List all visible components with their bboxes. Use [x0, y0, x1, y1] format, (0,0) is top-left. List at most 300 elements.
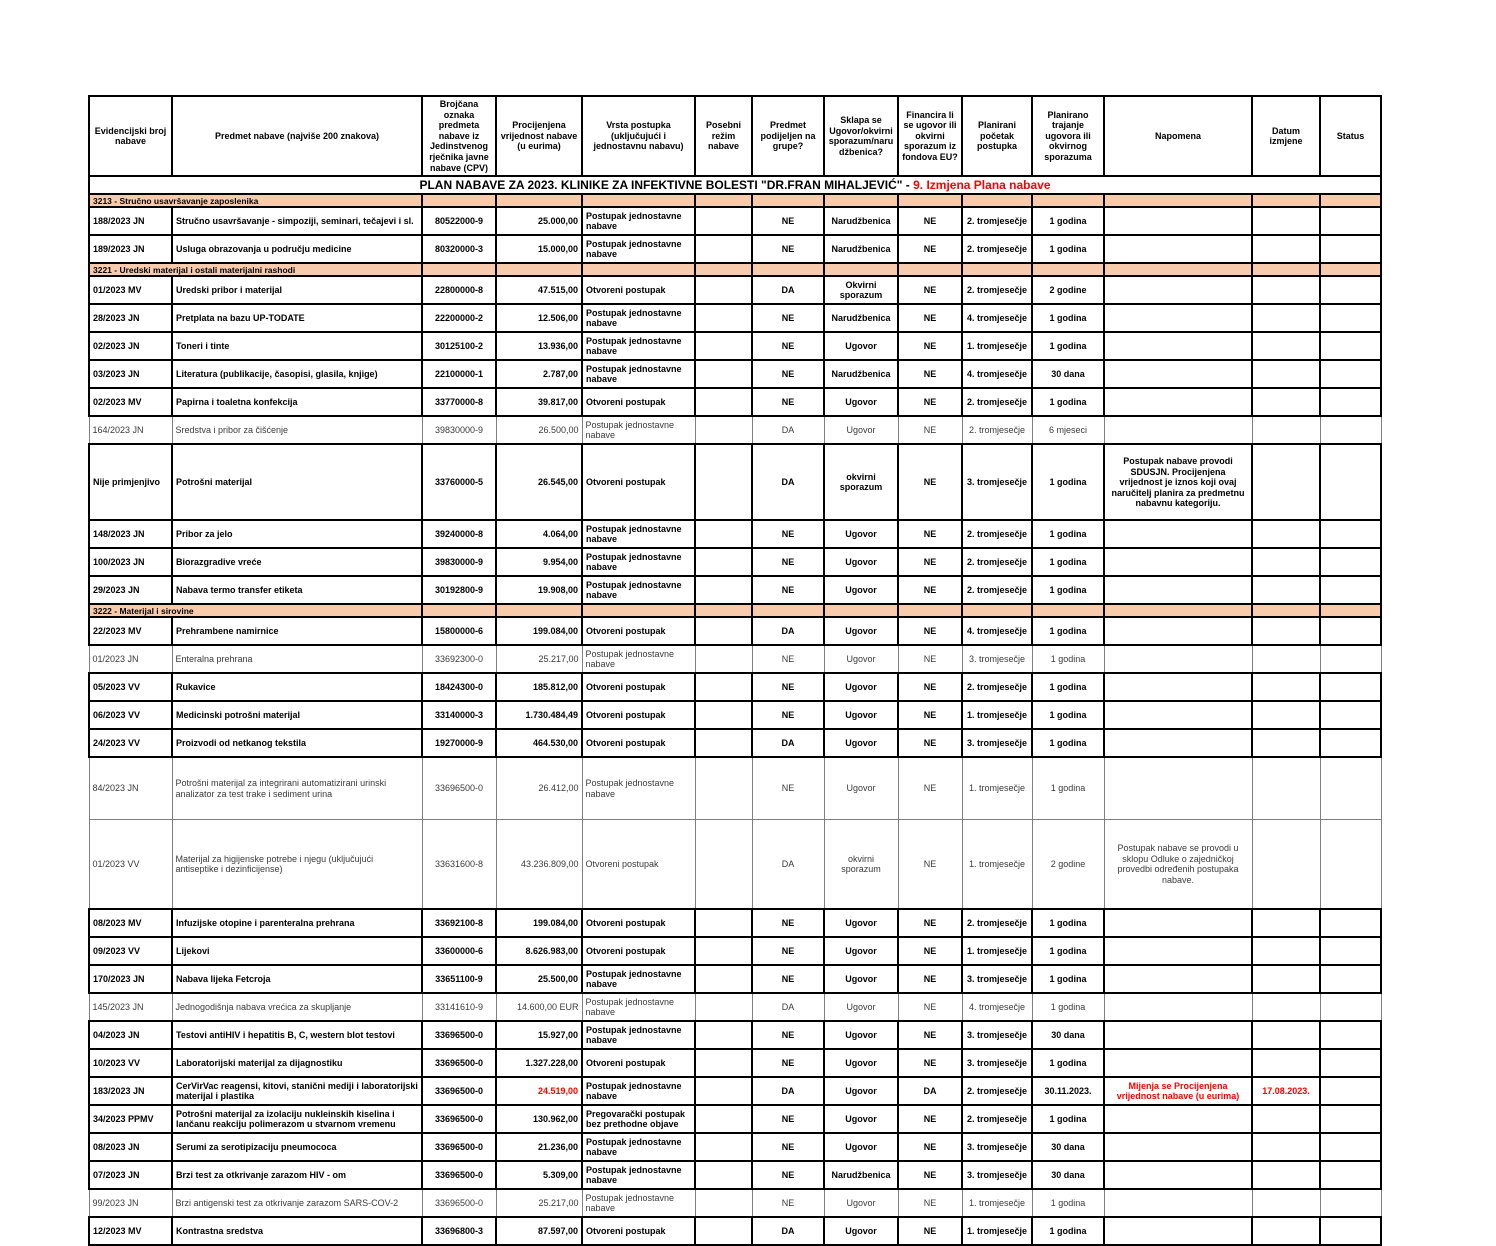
cell-id: 28/2023 JN: [89, 304, 172, 332]
cell-vrsta: Otvoreni postupak: [582, 617, 695, 645]
cell-pocetak: 2. tromjesečje: [962, 416, 1032, 444]
cell-predmet: Kontrastna sredstva: [172, 1217, 422, 1245]
cell-eu: NE: [898, 1105, 962, 1133]
cell-datum: [1252, 1105, 1320, 1133]
cell-vrijednost: 8.626.983,00: [496, 937, 582, 965]
cell-cpv: 33696500-0: [422, 757, 496, 819]
cell-datum: [1252, 909, 1320, 937]
cell-cpv: 30192800-9: [422, 576, 496, 604]
cell-vrsta: Postupak jednostavne nabave: [582, 1189, 695, 1217]
cell-trajanje: 30 dana: [1032, 1021, 1104, 1049]
cell-pocetak: 2. tromjesečje: [962, 276, 1032, 304]
cell-cpv: 19270000-9: [422, 729, 496, 757]
cell-datum: [1252, 729, 1320, 757]
cell-vrsta: Postupak jednostavne nabave: [582, 207, 695, 235]
cell-vrsta: Postupak jednostavne nabave: [582, 235, 695, 263]
cell-sklapa: okvirni sporazum: [824, 819, 898, 909]
cell-trajanje: 1 godina: [1032, 207, 1104, 235]
cell-trajanje: 1 godina: [1032, 548, 1104, 576]
cell-rezim: [695, 576, 752, 604]
cell-datum: [1252, 819, 1320, 909]
section-cell-empty: [962, 194, 1032, 207]
table-row: [89, 207, 1381, 235]
cell-predmet: Pribor za jelo: [172, 520, 422, 548]
cell-pocetak: 2. tromjesečje: [962, 909, 1032, 937]
cell-pocetak: 3. tromjesečje: [962, 645, 1032, 673]
cell-datum: [1252, 965, 1320, 993]
cell-predmet: Sredstva i pribor za čišćenje: [172, 416, 422, 444]
table-row: [89, 1161, 1381, 1189]
cell-pocetak: 2. tromjesečje: [962, 548, 1032, 576]
section-cell-empty: [898, 194, 962, 207]
cell-trajanje: 1 godina: [1032, 1189, 1104, 1217]
cell-napomena: [1104, 332, 1252, 360]
cell-rezim: [695, 520, 752, 548]
cell-predmet: Prehrambene namirnice: [172, 617, 422, 645]
cell-trajanje: 1 godina: [1032, 965, 1104, 993]
cell-sklapa: Ugovor: [824, 617, 898, 645]
cell-pocetak: 2. tromjesečje: [962, 673, 1032, 701]
cell-pocetak: 1. tromjesečje: [962, 937, 1032, 965]
cell-eu: NE: [898, 819, 962, 909]
cell-trajanje: 1 godina: [1032, 757, 1104, 819]
cell-sklapa: Ugovor: [824, 388, 898, 416]
cell-cpv: 33692300-0: [422, 645, 496, 673]
cell-sklapa: Okvirni sporazum: [824, 276, 898, 304]
cell-cpv: 39830000-9: [422, 416, 496, 444]
cell-grupe: NE: [752, 360, 824, 388]
cell-eu: NE: [898, 388, 962, 416]
cell-vrijednost: 39.817,00: [496, 388, 582, 416]
cell-status: [1320, 1105, 1381, 1133]
cell-vrijednost: 13.936,00: [496, 332, 582, 360]
cell-sklapa: Ugovor: [824, 673, 898, 701]
table-row: [89, 1105, 1381, 1133]
table-row: [89, 965, 1381, 993]
cell-predmet: Brzi test za otkrivanje zarazom HIV - om: [172, 1161, 422, 1189]
cell-grupe: NE: [752, 332, 824, 360]
cell-id: 164/2023 JN: [89, 416, 172, 444]
cell-grupe: DA: [752, 416, 824, 444]
column-header-13: Status: [1320, 96, 1381, 176]
cell-pocetak: 1. tromjesečje: [962, 757, 1032, 819]
cell-cpv: 33696500-0: [422, 1049, 496, 1077]
cell-grupe: NE: [752, 673, 824, 701]
cell-grupe: NE: [752, 1049, 824, 1077]
plan-table-body: [89, 194, 1381, 1245]
cell-rezim: [695, 332, 752, 360]
cell-pocetak: 4. tromjesečje: [962, 360, 1032, 388]
cell-vrijednost: 25.217,00: [496, 1189, 582, 1217]
cell-status: [1320, 207, 1381, 235]
cell-sklapa: Narudžbenica: [824, 207, 898, 235]
cell-rezim: [695, 276, 752, 304]
cell-vrsta: Postupak jednostavne nabave: [582, 1161, 695, 1189]
cell-predmet: Lijekovi: [172, 937, 422, 965]
column-header-1: Predmet nabave (najviše 200 znakova): [172, 96, 422, 176]
section-cell-empty: [962, 604, 1032, 617]
cell-rezim: [695, 1077, 752, 1105]
cell-status: [1320, 1161, 1381, 1189]
table-row: [89, 388, 1381, 416]
cell-vrsta: Postupak jednostavne nabave: [582, 548, 695, 576]
cell-status: [1320, 701, 1381, 729]
cell-cpv: 39240000-8: [422, 520, 496, 548]
section-cell-empty: [898, 604, 962, 617]
cell-grupe: NE: [752, 701, 824, 729]
cell-predmet: Proizvodi od netkanog tekstila: [172, 729, 422, 757]
cell-cpv: 30125100-2: [422, 332, 496, 360]
section-cell-empty: [1032, 604, 1104, 617]
cell-id: 04/2023 JN: [89, 1021, 172, 1049]
cell-pocetak: 1. tromjesečje: [962, 1189, 1032, 1217]
table-row: [89, 757, 1381, 819]
cell-grupe: NE: [752, 965, 824, 993]
cell-id: 08/2023 MV: [89, 909, 172, 937]
cell-vrijednost: 185.812,00: [496, 673, 582, 701]
cell-sklapa: Ugovor: [824, 576, 898, 604]
cell-pocetak: 1. tromjesečje: [962, 332, 1032, 360]
cell-status: [1320, 235, 1381, 263]
cell-eu: NE: [898, 548, 962, 576]
cell-vrijednost: 43.236.809,00: [496, 819, 582, 909]
cell-sklapa: Ugovor: [824, 909, 898, 937]
cell-id: 09/2023 VV: [89, 937, 172, 965]
cell-cpv: 33696500-0: [422, 1077, 496, 1105]
cell-napomena: [1104, 388, 1252, 416]
cell-grupe: DA: [752, 1077, 824, 1105]
table-row: [89, 1133, 1381, 1161]
table-row: [89, 416, 1381, 444]
cell-rezim: [695, 937, 752, 965]
cell-sklapa: Ugovor: [824, 937, 898, 965]
cell-id: Nije primjenjivo: [89, 444, 172, 520]
cell-id: 05/2023 VV: [89, 673, 172, 701]
cell-status: [1320, 520, 1381, 548]
cell-cpv: 33696500-0: [422, 1133, 496, 1161]
table-row: [89, 645, 1381, 673]
table-row: [89, 360, 1381, 388]
cell-napomena: [1104, 416, 1252, 444]
cell-id: 29/2023 JN: [89, 576, 172, 604]
cell-cpv: 33770000-8: [422, 388, 496, 416]
cell-predmet: Serumi za serotipizaciju pneumococa: [172, 1133, 422, 1161]
cell-grupe: NE: [752, 909, 824, 937]
table-row: [89, 1021, 1381, 1049]
cell-rezim: [695, 548, 752, 576]
cell-napomena: [1104, 304, 1252, 332]
cell-status: [1320, 993, 1381, 1021]
cell-pocetak: 1. tromjesečje: [962, 1217, 1032, 1245]
cell-grupe: DA: [752, 819, 824, 909]
cell-vrsta: Otvoreni postupak: [582, 729, 695, 757]
cell-trajanje: 1 godina: [1032, 304, 1104, 332]
cell-datum: [1252, 701, 1320, 729]
cell-eu: NE: [898, 1133, 962, 1161]
cell-vrsta: Otvoreni postupak: [582, 444, 695, 520]
section-cell-empty: [422, 194, 496, 207]
cell-status: [1320, 819, 1381, 909]
cell-rezim: [695, 360, 752, 388]
cell-grupe: NE: [752, 1021, 824, 1049]
cell-datum: [1252, 576, 1320, 604]
column-header-5: Posebni režim nabave: [695, 96, 752, 176]
cell-grupe: NE: [752, 576, 824, 604]
cell-predmet: Potrošni materijal za integrirani automatizirani urinski analizator za test trake i sediment urina: [172, 757, 422, 819]
cell-vrsta: Postupak jednostavne nabave: [582, 1133, 695, 1161]
cell-predmet: Potrošni materijal za izolaciju nukleinskih kiselina i lančanu reakciju polimerazom u stvarnom vremenu: [172, 1105, 422, 1133]
cell-pocetak: 1. tromjesečje: [962, 701, 1032, 729]
cell-eu: NE: [898, 360, 962, 388]
cell-trajanje: 1 godina: [1032, 235, 1104, 263]
cell-sklapa: Ugovor: [824, 548, 898, 576]
header-row: [89, 96, 1381, 176]
cell-vrijednost: 47.515,00: [496, 276, 582, 304]
cell-trajanje: 30 dana: [1032, 1161, 1104, 1189]
cell-id: 02/2023 MV: [89, 388, 172, 416]
cell-rezim: [695, 1133, 752, 1161]
cell-id: 10/2023 VV: [89, 1049, 172, 1077]
cell-pocetak: 3. tromjesečje: [962, 965, 1032, 993]
table-row: [89, 819, 1381, 909]
section-cell-empty: [582, 604, 695, 617]
cell-eu: NE: [898, 1161, 962, 1189]
cell-rezim: [695, 235, 752, 263]
page-title-highlight: 9. Izmjena Plana nabave: [913, 178, 1051, 193]
cell-pocetak: 3. tromjesečje: [962, 444, 1032, 520]
cell-rezim: [695, 729, 752, 757]
cell-pocetak: 2. tromjesečje: [962, 1105, 1032, 1133]
cell-pocetak: 2. tromjesečje: [962, 576, 1032, 604]
section-row: [89, 604, 1381, 617]
cell-sklapa: Ugovor: [824, 965, 898, 993]
cell-vrsta: Otvoreni postupak: [582, 276, 695, 304]
cell-vrijednost: 199.084,00: [496, 909, 582, 937]
cell-vrsta: Postupak jednostavne nabave: [582, 416, 695, 444]
cell-status: [1320, 1077, 1381, 1105]
cell-status: [1320, 1021, 1381, 1049]
table-row: [89, 617, 1381, 645]
cell-vrsta: Pregovarački postupak bez prethodne objave: [582, 1105, 695, 1133]
cell-eu: NE: [898, 1021, 962, 1049]
cell-vrsta: Postupak jednostavne nabave: [582, 965, 695, 993]
cell-vrijednost: 87.597,00: [496, 1217, 582, 1245]
cell-cpv: 33696500-0: [422, 1161, 496, 1189]
cell-cpv: 33696800-3: [422, 1217, 496, 1245]
cell-trajanje: 1 godina: [1032, 937, 1104, 965]
cell-napomena: [1104, 1133, 1252, 1161]
cell-status: [1320, 548, 1381, 576]
cell-datum: [1252, 304, 1320, 332]
section-cell-empty: [1252, 194, 1320, 207]
table-row: [89, 701, 1381, 729]
table-row: [89, 1217, 1381, 1245]
column-header-8: Financira li se ugovor ili okvirni sporazum iz fondova EU?: [898, 96, 962, 176]
cell-pocetak: 3. tromjesečje: [962, 1161, 1032, 1189]
section-cell-empty: [496, 604, 582, 617]
cell-sklapa: Ugovor: [824, 416, 898, 444]
cell-status: [1320, 360, 1381, 388]
section-label: 3222 - Materijal i sirovine: [89, 604, 422, 617]
cell-rezim: [695, 673, 752, 701]
cell-trajanje: 1 godina: [1032, 388, 1104, 416]
cell-status: [1320, 617, 1381, 645]
cell-status: [1320, 729, 1381, 757]
cell-grupe: DA: [752, 993, 824, 1021]
cell-id: 145/2023 JN: [89, 993, 172, 1021]
cell-predmet: Nabava lijeka Fetcroja: [172, 965, 422, 993]
column-header-0: Evidencijski broj nabave: [89, 96, 172, 176]
table-row: [89, 729, 1381, 757]
cell-predmet: Biorazgradive vreće: [172, 548, 422, 576]
section-cell-empty: [898, 263, 962, 276]
section-cell-empty: [496, 263, 582, 276]
cell-napomena: [1104, 576, 1252, 604]
cell-pocetak: 4. tromjesečje: [962, 993, 1032, 1021]
cell-id: 148/2023 JN: [89, 520, 172, 548]
cell-vrijednost: 2.787,00: [496, 360, 582, 388]
cell-predmet: Infuzijske otopine i parenteralna prehrana: [172, 909, 422, 937]
cell-rezim: [695, 645, 752, 673]
cell-rezim: [695, 207, 752, 235]
cell-eu: NE: [898, 909, 962, 937]
cell-napomena: [1104, 757, 1252, 819]
cell-vrijednost: 25.000,00: [496, 207, 582, 235]
cell-trajanje: 1 godina: [1032, 1217, 1104, 1245]
cell-sklapa: Ugovor: [824, 1049, 898, 1077]
cell-vrijednost: 26.412,00: [496, 757, 582, 819]
cell-napomena: [1104, 276, 1252, 304]
cell-trajanje: 1 godina: [1032, 1049, 1104, 1077]
section-cell-empty: [1104, 604, 1252, 617]
cell-cpv: 33141610-9: [422, 993, 496, 1021]
cell-eu: DA: [898, 1077, 962, 1105]
page-title-main: PLAN NABAVE ZA 2023. KLINIKE ZA INFEKTIVNE BOLESTI "DR.FRAN MIHALJEVIĆ" -: [419, 178, 914, 193]
cell-rezim: [695, 909, 752, 937]
cell-pocetak: 4. tromjesečje: [962, 304, 1032, 332]
cell-vrsta: Otvoreni postupak: [582, 388, 695, 416]
cell-rezim: [695, 416, 752, 444]
cell-grupe: NE: [752, 304, 824, 332]
cell-grupe: DA: [752, 444, 824, 520]
cell-vrsta: Postupak jednostavne nabave: [582, 304, 695, 332]
cell-cpv: 18424300-0: [422, 673, 496, 701]
cell-predmet: Stručno usavršavanje - simpoziji, seminari, tečajevi i sl.: [172, 207, 422, 235]
column-header-11: Napomena: [1104, 96, 1252, 176]
cell-trajanje: 2 godine: [1032, 819, 1104, 909]
cell-trajanje: 2 godine: [1032, 276, 1104, 304]
cell-trajanje: 30.11.2023.: [1032, 1077, 1104, 1105]
cell-id: 170/2023 JN: [89, 965, 172, 993]
cell-eu: NE: [898, 235, 962, 263]
cell-grupe: DA: [752, 276, 824, 304]
section-cell-empty: [422, 604, 496, 617]
cell-status: [1320, 909, 1381, 937]
cell-predmet: Usluga obrazovanja u području medicine: [172, 235, 422, 263]
cell-id: 08/2023 JN: [89, 1133, 172, 1161]
cell-eu: NE: [898, 1217, 962, 1245]
cell-vrsta: Postupak jednostavne nabave: [582, 757, 695, 819]
cell-datum: [1252, 276, 1320, 304]
cell-rezim: [695, 1105, 752, 1133]
cell-sklapa: Ugovor: [824, 332, 898, 360]
cell-eu: NE: [898, 701, 962, 729]
cell-rezim: [695, 965, 752, 993]
cell-trajanje: 1 godina: [1032, 332, 1104, 360]
cell-datum: [1252, 360, 1320, 388]
cell-rezim: [695, 1189, 752, 1217]
cell-status: [1320, 444, 1381, 520]
cell-sklapa: Ugovor: [824, 520, 898, 548]
cell-id: 188/2023 JN: [89, 207, 172, 235]
cell-datum: [1252, 548, 1320, 576]
cell-cpv: 33651100-9: [422, 965, 496, 993]
cell-pocetak: 2. tromjesečje: [962, 1077, 1032, 1105]
cell-grupe: NE: [752, 1161, 824, 1189]
cell-cpv: 33631600-8: [422, 819, 496, 909]
column-header-3: Procijenjena vrijednost nabave (u eurima): [496, 96, 582, 176]
cell-trajanje: 1 godina: [1032, 444, 1104, 520]
cell-vrijednost: 1.327.228,00: [496, 1049, 582, 1077]
cell-eu: NE: [898, 416, 962, 444]
cell-rezim: [695, 757, 752, 819]
cell-rezim: [695, 444, 752, 520]
cell-vrsta: Postupak jednostavne nabave: [582, 1021, 695, 1049]
cell-sklapa: Narudžbenica: [824, 1161, 898, 1189]
cell-rezim: [695, 1217, 752, 1245]
cell-datum: [1252, 416, 1320, 444]
cell-grupe: DA: [752, 729, 824, 757]
cell-datum: [1252, 235, 1320, 263]
cell-datum: [1252, 1133, 1320, 1161]
cell-status: [1320, 576, 1381, 604]
cell-sklapa: Narudžbenica: [824, 304, 898, 332]
section-cell-empty: [582, 194, 695, 207]
cell-napomena: [1104, 360, 1252, 388]
procurement-plan-table: [88, 95, 1382, 1246]
cell-eu: NE: [898, 1049, 962, 1077]
cell-trajanje: 1 godina: [1032, 729, 1104, 757]
cell-pocetak: 2. tromjesečje: [962, 235, 1032, 263]
cell-predmet: Medicinski potrošni materijal: [172, 701, 422, 729]
cell-vrijednost: 1.730.484,49: [496, 701, 582, 729]
cell-cpv: 22800000-8: [422, 276, 496, 304]
cell-vrsta: Postupak jednostavne nabave: [582, 1077, 695, 1105]
cell-pocetak: 4. tromjesečje: [962, 617, 1032, 645]
cell-vrijednost: 21.236,00: [496, 1133, 582, 1161]
section-cell-empty: [695, 263, 752, 276]
cell-eu: NE: [898, 1189, 962, 1217]
cell-eu: NE: [898, 304, 962, 332]
cell-vrsta: Postupak jednostavne nabave: [582, 520, 695, 548]
cell-sklapa: Ugovor: [824, 1077, 898, 1105]
cell-cpv: 80320000-3: [422, 235, 496, 263]
cell-napomena: [1104, 1021, 1252, 1049]
column-header-12: Datum izmjene: [1252, 96, 1320, 176]
cell-sklapa: Ugovor: [824, 729, 898, 757]
cell-datum: [1252, 1049, 1320, 1077]
cell-datum: [1252, 617, 1320, 645]
section-cell-empty: [824, 263, 898, 276]
cell-predmet: Jednogodišnja nabava vrećica za skupljanje: [172, 993, 422, 1021]
cell-sklapa: Ugovor: [824, 645, 898, 673]
cell-id: 84/2023 JN: [89, 757, 172, 819]
cell-napomena: [1104, 1049, 1252, 1077]
section-cell-empty: [582, 263, 695, 276]
cell-rezim: [695, 701, 752, 729]
cell-napomena: [1104, 1161, 1252, 1189]
cell-napomena: [1104, 1217, 1252, 1245]
